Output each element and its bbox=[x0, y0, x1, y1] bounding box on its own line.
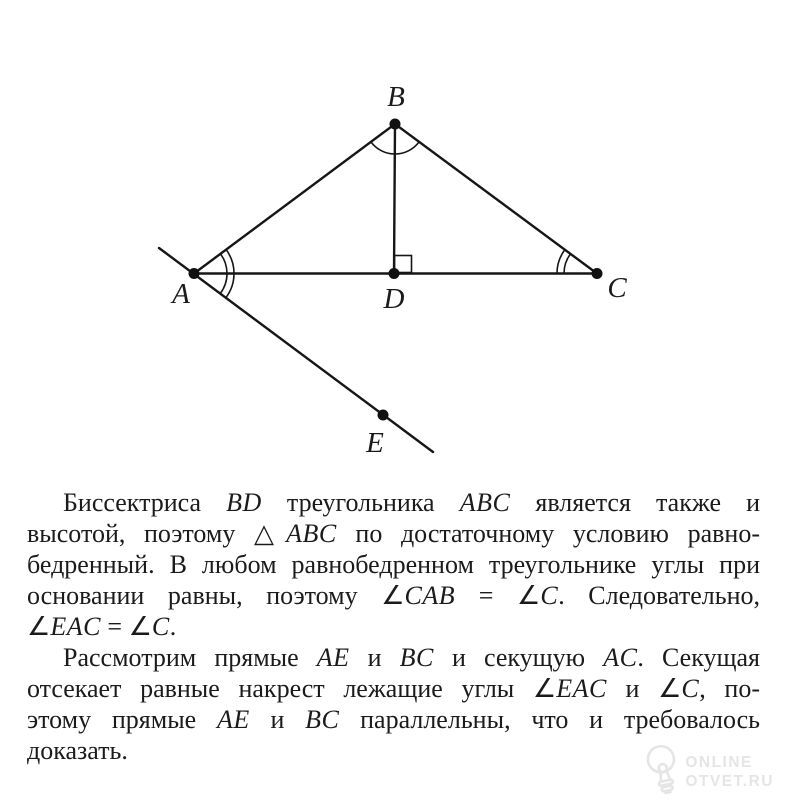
text-line: бедренный. В любом равнобедренном треугольнике углы при bbox=[27, 550, 760, 579]
point-d bbox=[389, 268, 400, 279]
text-line: доказать. bbox=[27, 736, 128, 765]
angle-arc-bac-inner bbox=[221, 254, 228, 274]
text-line: ∠EAC = ∠C. bbox=[27, 612, 177, 641]
angle-arc-eac-inner bbox=[220, 274, 227, 294]
angle-arc-b-right bbox=[395, 142, 419, 154]
text-line: основании равны, поэтому ∠CAB = ∠C. Следовательно, bbox=[27, 581, 760, 610]
point-e bbox=[378, 410, 389, 421]
watermark bbox=[643, 742, 774, 801]
watermark-text bbox=[685, 753, 774, 791]
text-line: Рассмотрим прямые AE и BC и секущую AC. Секущая bbox=[63, 643, 760, 672]
line-ae bbox=[159, 248, 433, 452]
point-a bbox=[189, 268, 200, 279]
label-a: A bbox=[172, 278, 190, 310]
watermark-line1: ONLINE bbox=[685, 753, 753, 771]
text-line: Биссектриса BD треугольника ABC является также и bbox=[63, 488, 761, 517]
side-bc bbox=[395, 124, 597, 274]
label-e: E bbox=[366, 427, 384, 459]
angle-arc-c-inner bbox=[564, 254, 571, 274]
label-d: D bbox=[383, 283, 405, 315]
watermark-line2: OTVET.RU bbox=[685, 772, 774, 790]
text-line: отсекает равные накрест лежащие углы ∠EAC и ∠C, по- bbox=[27, 674, 760, 703]
bisector-bd bbox=[394, 124, 395, 274]
lightbulb-icon bbox=[643, 742, 683, 801]
label-b: B bbox=[387, 81, 405, 113]
text-line: высотой, поэтому △ABC по достаточному условию равно- bbox=[27, 519, 760, 548]
point-c bbox=[592, 268, 603, 279]
label-c: C bbox=[607, 272, 627, 304]
angle-arc-b-left bbox=[371, 142, 395, 154]
solution-text bbox=[27, 487, 760, 766]
point-b bbox=[390, 119, 401, 130]
text-line: этому прямые AE и BC параллельны, что и требовалось bbox=[27, 705, 760, 734]
side-ab bbox=[194, 124, 395, 274]
